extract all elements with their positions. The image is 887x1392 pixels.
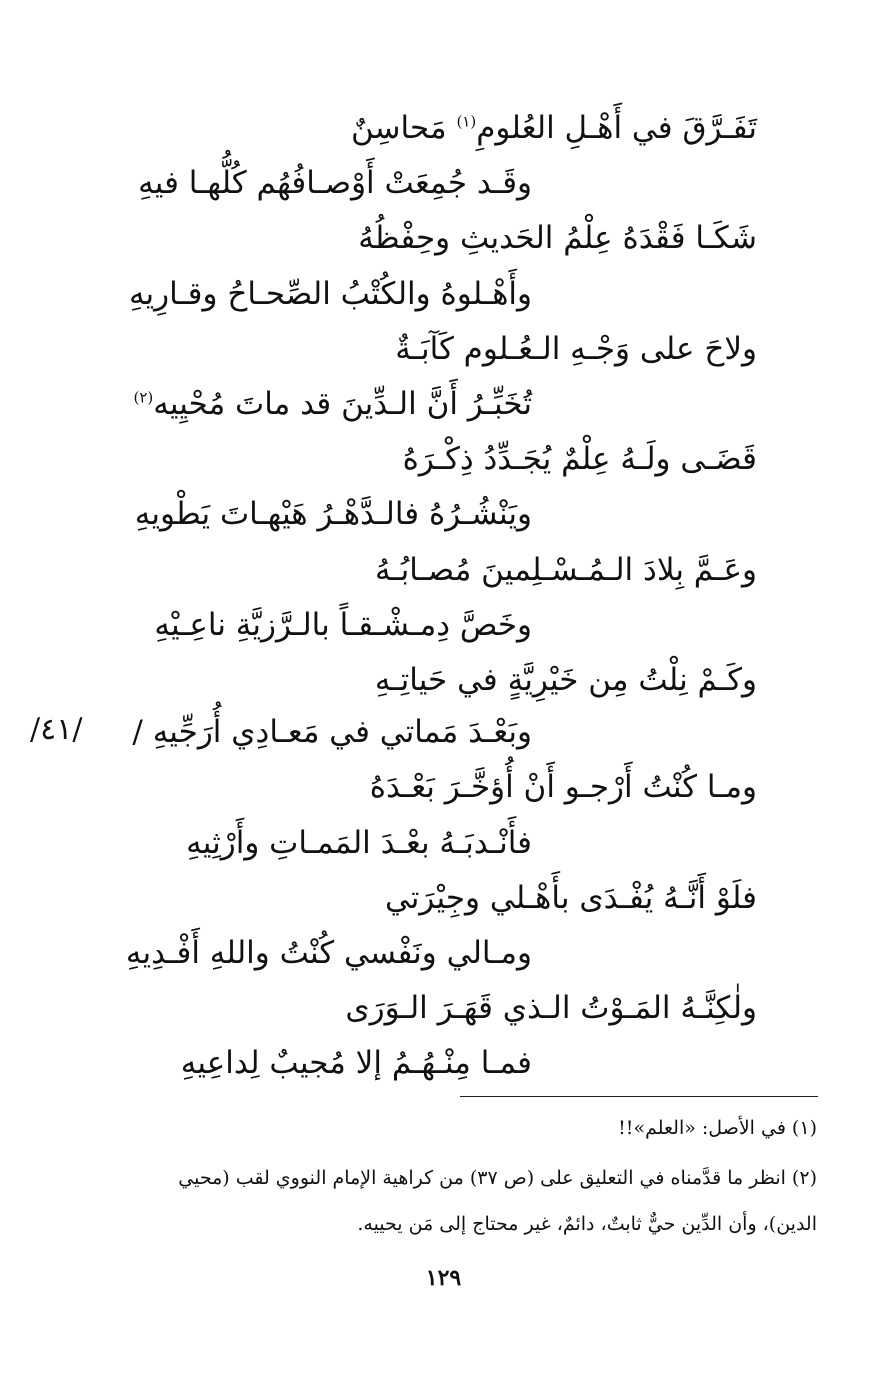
verse-text: تَفَـرَّقَ في أَهْـلِ العُلومِ [476, 110, 757, 146]
footnote-reference: (٢) [133, 388, 154, 407]
footnote-2-line-1: (٢) انظر ما قدَّمناه في التعليق على (ص ٣٧) من كراهية الإمام النووي لقب (محيي [178, 1167, 817, 1189]
footnote-reference: (١) [456, 112, 477, 131]
verse-line-3: شَكَـا فَقْدَهُ عِلْمُ الحَديثِ وحِفْظُهُ [358, 220, 757, 256]
footnote-separator [460, 1096, 818, 1097]
verse-line-2: وقَـد جُمِعَتْ أَوْصـافُهُم كُلُّهـا فيهِ [138, 165, 532, 201]
verse-line-13: ومـا كُنْتُ أَرْجـو أَنْ أُؤخَّـرَ بَعْـدَهُ [369, 769, 757, 805]
verse-line-1 [351, 108, 757, 148]
verse-line-6 [133, 384, 532, 424]
verse-line-15: فلَوْ أَنَّـهُ يُفْـدَى بأَهْـلي وجِيْرَتي [384, 880, 757, 916]
verse-line-10: وخَصَّ دِمـشْـقـاً بالـرَّزيَّةِ ناعِـيْهِ [154, 607, 532, 643]
verse-line-14: فأَنْـدبَـهُ بعْـدَ المَمـاتِ وأَرْثِيهِ [186, 825, 532, 861]
footnote-1: (١) في الأصل: «العلم»!! [618, 1117, 817, 1139]
verse-text-tail: مَحاسِنٌ [350, 110, 447, 146]
verse-line-18: فمـا مِنْـهُـمُ إلا مُجيبٌ لِداعِيهِ [180, 1045, 532, 1081]
verse-line-7: قَضَـى ولَـهُ عِلْمٌ يُجَـدِّدُ ذِكْـرَهُ [402, 441, 757, 477]
verse-line-12: وبَعْـدَ مَماتي في مَعـادِي أُرَجِّيهِ / [132, 714, 532, 750]
verse-line-9: وعَـمَّ بِلادَ الـمُـسْـلِمينَ مُصـابُـهُ [374, 552, 757, 588]
page-number: ١٢٩ [425, 1265, 462, 1291]
verse-line-11: وكَـمْ نِلْتُ مِن خَيْرِيَّةٍ في حَياتِـهِ [374, 662, 757, 698]
manuscript-folio-marker: /٤١/ [30, 712, 83, 747]
verse-line-5: ولاحَ على وَجْـهِ الـعُـلوم كَآبَـةٌ [395, 331, 757, 367]
footnote-2-line-2: الدين)، وأن الدِّين حيٌّ ثابتٌ، دائمٌ، غير محتاج إلى مَن يحييه. [357, 1213, 817, 1235]
verse-line-16: ومـالي ونَفْسي كُنْتُ واللهِ أَفْـدِيهِ [125, 935, 532, 971]
verse-text: تُخَبِّـرُ أَنَّ الـدِّينَ قد ماتَ مُحْيِيه [153, 386, 532, 422]
verse-line-8: ويَنْشُـرُهُ فالـدَّهْـرُ هَيْهـاتَ يَطْويهِ [134, 496, 532, 532]
verse-line-4: وأَهْـلوهُ والكُتْبُ الصِّحـاحُ وقـارِيهِ [128, 276, 532, 312]
verse-line-17: ولٰكِنَّـهُ المَـوْتُ الـذي قَهَـرَ الـوَرَى [345, 990, 757, 1026]
